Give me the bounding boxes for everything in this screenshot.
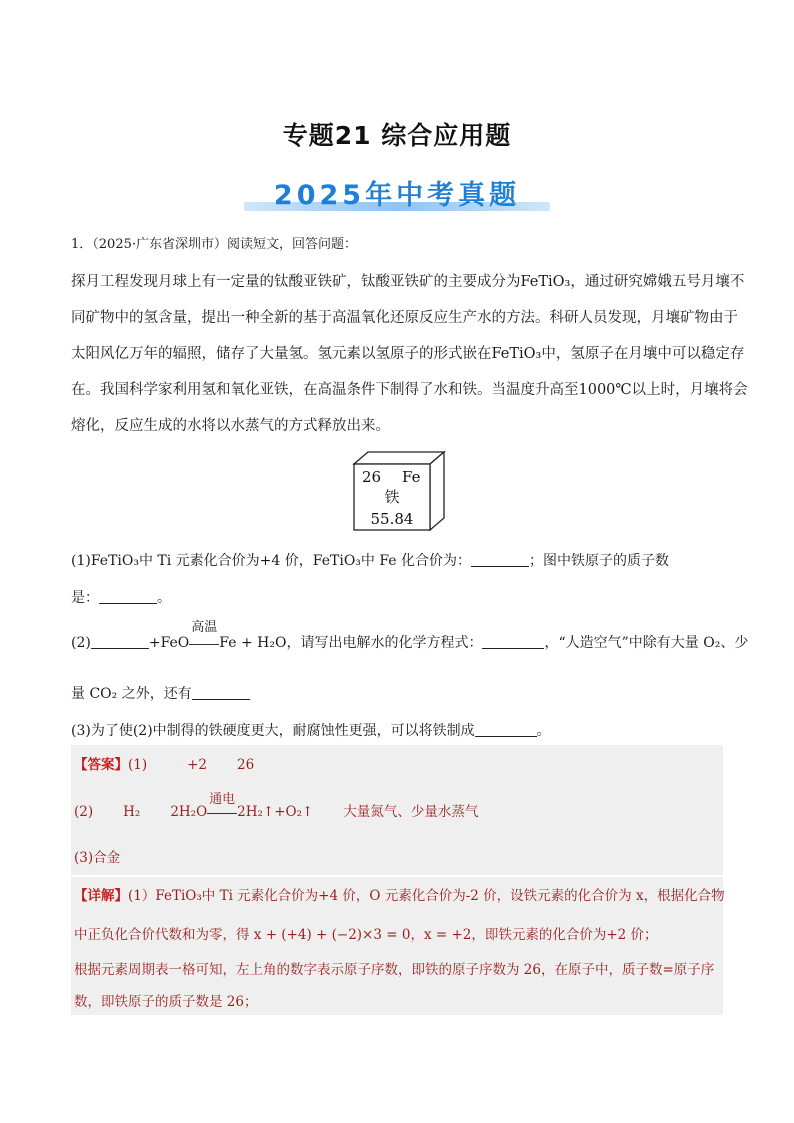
question-1-text-end: ；图中铁原子的质子数 [529,553,670,569]
answer-1-number: (1) [128,757,148,773]
answer-1-value: +2 [187,757,208,773]
answer-line-1 [74,753,254,773]
element-atomic-number: 26 [362,468,382,486]
question-2-line-2 [71,684,250,704]
answer-2-equation-right: 2H₂↑+O₂↑ [237,804,314,820]
question-2-products: Fe + H₂O [219,635,287,651]
question-prompt: 阅读短文，回答问题： [227,237,358,252]
question-2-number: (2) [71,635,91,651]
answer-blank[interactable] [471,552,529,567]
question-number: 1． [71,237,93,252]
question-2-text-tail: ，“人造空气”中除有大量 O₂、少 [544,635,749,651]
banner-text: 2025年中考真题 [273,180,521,211]
answer-2-number: (2) [74,804,94,820]
question-2-text: 量 CO₂ 之外，还有 [71,686,192,702]
element-name: 铁 [384,488,400,506]
passage-line: 太阳风亿万年的辐照，储存了大量氢。氢元素以氢原子的形式嵌在FeTiO₃中，氢原子在月壤中可以稳定存 [71,346,745,362]
answer-label: 【答案】 [74,757,128,773]
question-1-text-end: 。 [157,590,171,606]
answer-blank[interactable] [91,634,149,649]
element-mass: 55.84 [370,510,414,528]
explanation-line-4: 数，即铁原子的质子数是 26； [74,994,258,1010]
page-title: 专题21 综合应用题 [282,121,512,150]
answer-blank[interactable] [99,589,157,604]
answer-2-equation-left: 2H₂O [170,804,208,820]
question-1-line-2 [71,588,171,608]
question-source: （2025·广东省深圳市） [92,237,227,252]
answer-2-value: H₂ [123,804,141,820]
explanation-label: 【详解】 [74,888,128,904]
answer-blank[interactable] [482,634,544,649]
explanation-line-3: 根据元素周期表一格可知，左上角的数字表示原子序数，即铁的原子序数为 26，在原子中，质子数=原子序 [74,962,715,978]
question-passage [71,264,748,444]
condition-label: 高温 [191,620,218,635]
question-2-reactant: +FeO [148,635,190,651]
explanation-text: (1）FeTiO₃中 Ti 元素化合价为+4 价，O 元素化合价为-2 价，设铁元素的化合价为 x，根据化合物 [128,888,725,904]
answer-line-2 [74,792,479,820]
answer-1-value-2: 26 [237,757,255,773]
answer-blank[interactable] [475,722,537,737]
element-card-iron [350,450,446,532]
passage-line: 在。我国科学家利用氢和氧化亚铁，在高温条件下制得了水和铁。当温度升高至1000℃以上时，月壤将会 [71,382,748,398]
question-1-line-1 [71,551,669,571]
answer-2-value-3: 大量氮气、少量水蒸气 [343,804,479,820]
section-banner [244,173,550,213]
answer-line-3: (3)合金 [74,850,121,866]
reaction-condition [207,792,237,820]
question-1-text: (1)FeTiO₃中 Ti 元素化合价为+4 价，FeTiO₃中 Fe 化合价为： [71,553,472,569]
passage-line: 探月工程发现月球上有一定量的钛酸亚铁矿，钛酸亚铁矿的主要成分为FeTiO₃，通过研究嫦娥五号月壤不 [71,274,745,290]
passage-line: 同矿物中的氢含量，提出一种全新的基于高温氧化还原反应生产水的方法。科研人员发现，月壤矿物由于 [71,310,738,326]
passage-line: 熔化，反应生成的水将以水蒸气的方式释放出来。 [71,418,390,434]
question-2-line-1 [71,620,749,653]
explanation-line-2: 中正负化合价代数和为零，得 x + (+4) + (−2)×3 = 0，x = +2，即铁元素的化合价为+2 价； [74,927,658,943]
question-3-text: (3)为了使(2)中制得的铁硬度更大，耐腐蚀性更强，可以将铁制成 [71,723,475,739]
question-2-text: ，请写出电解水的化学方程式： [286,635,483,651]
element-symbol: Fe [402,468,421,486]
question-3-text-end: 。 [536,723,551,739]
question-3 [71,721,551,741]
explanation-line-1 [74,884,725,904]
question-1-text: 是： [71,590,99,606]
reaction-condition [189,620,219,653]
answer-blank[interactable] [192,685,250,700]
condition-label: 通电 [209,792,236,807]
question-header [71,235,357,255]
